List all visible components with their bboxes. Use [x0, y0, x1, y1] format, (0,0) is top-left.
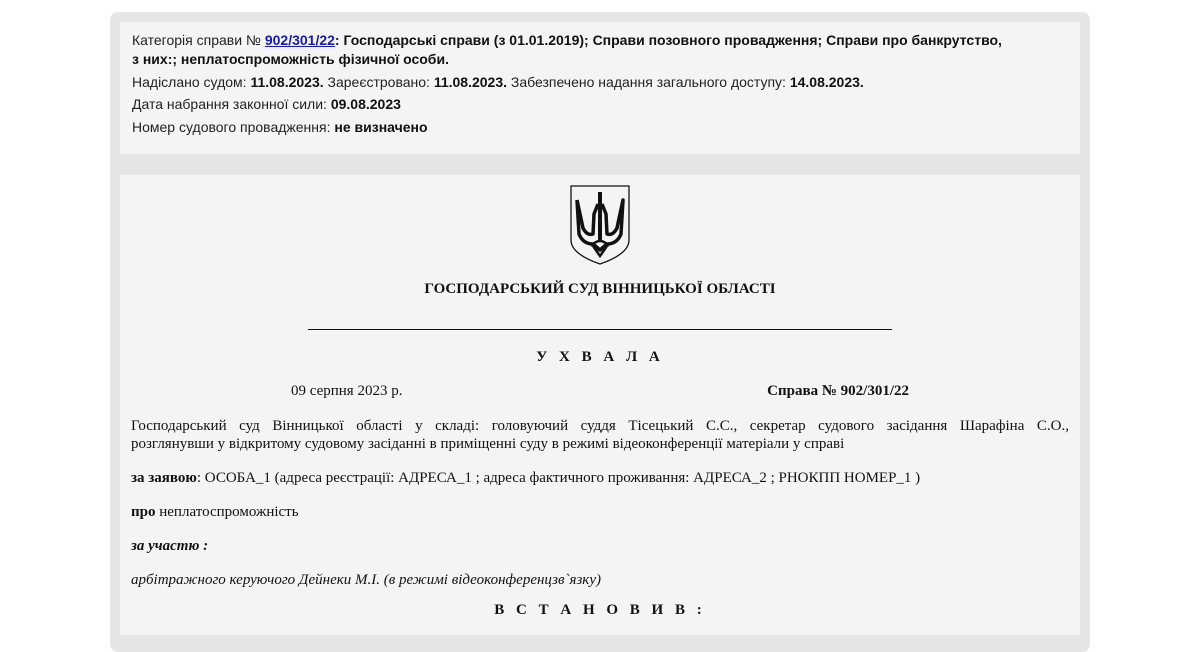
effective-line — [132, 94, 401, 114]
category-line-2 — [132, 49, 449, 69]
category-text: : Господарські справи (з 01.01.2019); Справи позовного провадження; Справи про банкрутство, — [334, 32, 1002, 48]
application-label: за заявою — [131, 470, 197, 486]
ruling-date: 09 серпня 2023 р. — [291, 383, 403, 399]
case-number-link[interactable]: 902/301/22 — [264, 32, 335, 48]
header-divider — [308, 329, 892, 330]
proceeding-value: не визначено — [334, 119, 428, 135]
participation-paragraph — [131, 537, 1069, 555]
application-paragraph — [131, 469, 1069, 487]
intro-line-1: Господарський суд Вінницької області у складі: головуючий суддя Тісецький С.С., секретар судового засідання Шарафіна С.О., — [131, 418, 1069, 434]
about-paragraph — [131, 503, 1069, 521]
court-name: ГОСПОДАРСЬКИЙ СУД ВІННИЦЬКОЇ ОБЛАСТІ — [424, 281, 776, 297]
effective-label: Дата набрання законної сили: — [132, 96, 327, 112]
category-text-2: з них:; неплатоспроможність фізичної особи. — [132, 51, 449, 67]
case-metadata-panel — [120, 22, 1080, 154]
sent-label: Надіслано судом: — [132, 74, 247, 90]
intro-line-2: розглянувши у відкритому судовому засіданні в приміщенні суду в режимі відеоконференції матеріали у справі — [131, 436, 845, 452]
case-number: Справа № 902/301/22 — [767, 383, 909, 399]
document-body — [120, 175, 1080, 635]
dates-line — [132, 72, 864, 92]
access-label: Забезпечено надання загального доступу: — [510, 74, 786, 90]
proceeding-label: Номер судового провадження: — [132, 119, 331, 135]
about-label: про — [131, 504, 156, 520]
application-text: : ОСОБА_1 (адреса реєстрації: АДРЕСА_1 ; адреса фактичного проживання: АДРЕСА_2 ; РНОКПП НОМЕР_1 ) — [196, 470, 921, 486]
proceeding-line — [132, 117, 428, 137]
ukraine-coat-of-arms-icon — [569, 184, 631, 266]
established-heading: В С Т А Н О В И В : — [494, 602, 706, 618]
category-line — [132, 30, 1002, 50]
sent-date: 11.08.2023. — [250, 74, 324, 90]
about-text: неплатоспроможність — [155, 504, 299, 520]
registered-label: Зареєстровано: — [327, 74, 430, 90]
participation-label: за участю : — [131, 538, 209, 554]
category-label: Категорія справи № — [132, 32, 261, 48]
registered-date: 11.08.2023. — [433, 74, 508, 90]
participant-text: арбітражного керуючого Дейнеки М.І. (в режимі відеоконференцзв`язку) — [131, 572, 601, 588]
document-title: У Х В А Л А — [536, 349, 664, 365]
access-date: 14.08.2023. — [789, 74, 864, 90]
effective-date: 09.08.2023 — [330, 96, 401, 112]
